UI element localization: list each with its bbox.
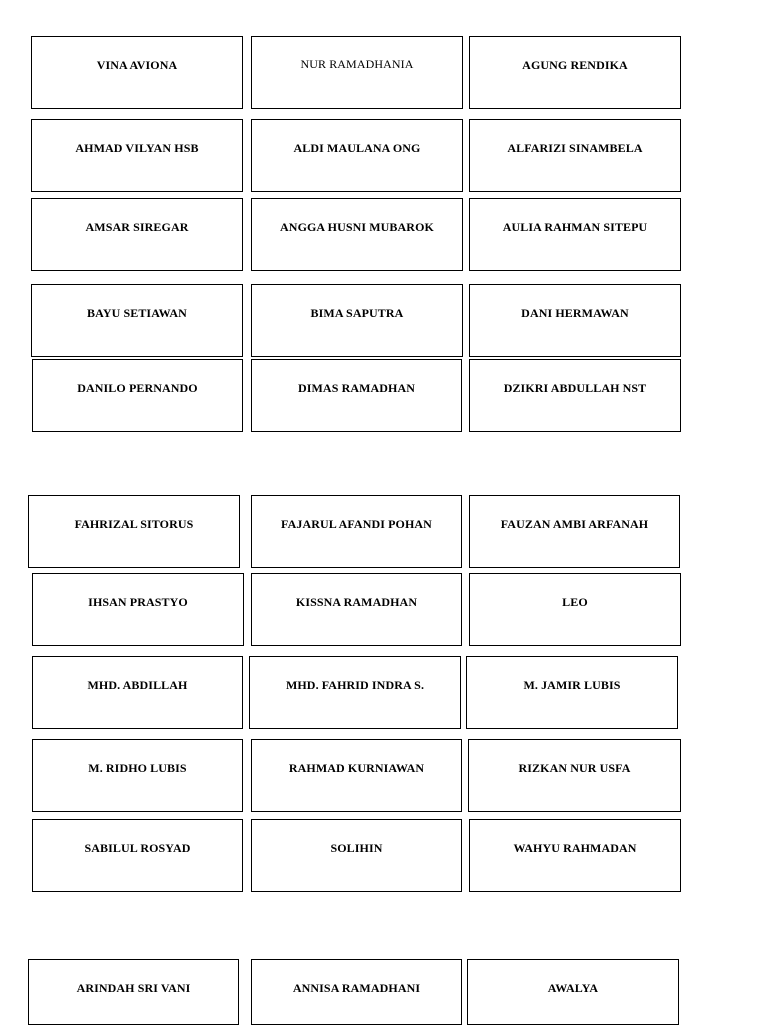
name-card-label: WAHYU RAHMADAN [513,841,637,855]
name-card-label: ARINDAH SRI VANI [76,981,191,995]
name-card [469,573,681,646]
name-card [251,119,463,192]
name-card-label: MHD. ABDILLAH [87,678,188,692]
name-card [32,819,243,892]
name-card [249,656,461,729]
name-card [251,495,462,568]
name-card [31,284,243,357]
name-card-label: M. JAMIR LUBIS [523,678,621,692]
name-card [251,959,462,1025]
name-card [32,359,243,432]
name-card-label: ALFARIZI SINAMBELA [507,141,643,155]
name-card-label: AGUNG RENDIKA [522,58,628,72]
name-card [28,495,240,568]
name-card-label: DZIKRI ABDULLAH NST [503,381,647,395]
name-card [251,573,462,646]
name-card [469,119,681,192]
name-card-label: MHD. FAHRID INDRA S. [285,678,425,692]
name-card [28,959,239,1025]
name-card-label: AHMAD VILYAN HSB [75,141,199,155]
name-card-label: AWALYA [547,981,599,995]
name-card [251,739,462,812]
name-card-label: FAUZAN AMBI ARFANAH [500,517,649,531]
name-card-label: M. RIDHO LUBIS [88,761,187,775]
name-card-label: ALDI MAULANA ONG [293,141,421,155]
name-card [469,198,681,271]
name-card-label: LEO [562,595,588,609]
name-card [251,36,463,109]
name-card [251,284,463,357]
name-card-label: IHSAN PRASTYO [88,595,188,609]
name-card [31,198,243,271]
name-card [32,739,243,812]
name-card [469,359,681,432]
name-card [466,656,678,729]
name-card-label: DIMAS RAMADHAN [297,381,416,395]
name-card [468,739,681,812]
name-card-label: VINA AVIONA [96,58,178,72]
name-card-label: NUR RAMADHANIA [300,57,414,71]
name-card [32,573,244,646]
name-card [251,198,463,271]
name-card-label: SOLIHIN [330,841,383,855]
name-card-label: BIMA SAPUTRA [310,306,404,320]
name-card [467,959,679,1025]
name-card [469,495,680,568]
name-card-label: BAYU SETIAWAN [87,306,187,320]
name-card-label: DANILO PERNANDO [77,381,198,395]
name-card [251,819,462,892]
name-card [31,36,243,109]
name-card-label: AULIA RAHMAN SITEPU [502,220,648,234]
name-card-label: FAHRIZAL SITORUS [74,517,194,531]
name-card [251,359,462,432]
name-card [32,656,243,729]
name-card-label: RIZKAN NUR USFA [518,761,631,775]
name-card-label: SABILUL ROSYAD [84,841,191,855]
name-card-label: ANGGA HUSNI MUBAROK [280,220,434,234]
name-card-label: KISSNA RAMADHAN [295,595,418,609]
name-card-label: AMSAR SIREGAR [85,220,189,234]
name-card [469,819,681,892]
name-card-label: ANNISA RAMADHANI [292,981,421,995]
name-card [469,284,681,357]
name-card-label: DANI HERMAWAN [521,306,629,320]
name-card [31,119,243,192]
name-card-label: RAHMAD KURNIAWAN [288,761,425,775]
name-card-label: FAJARUL AFANDI POHAN [281,517,432,531]
name-card [469,36,681,109]
